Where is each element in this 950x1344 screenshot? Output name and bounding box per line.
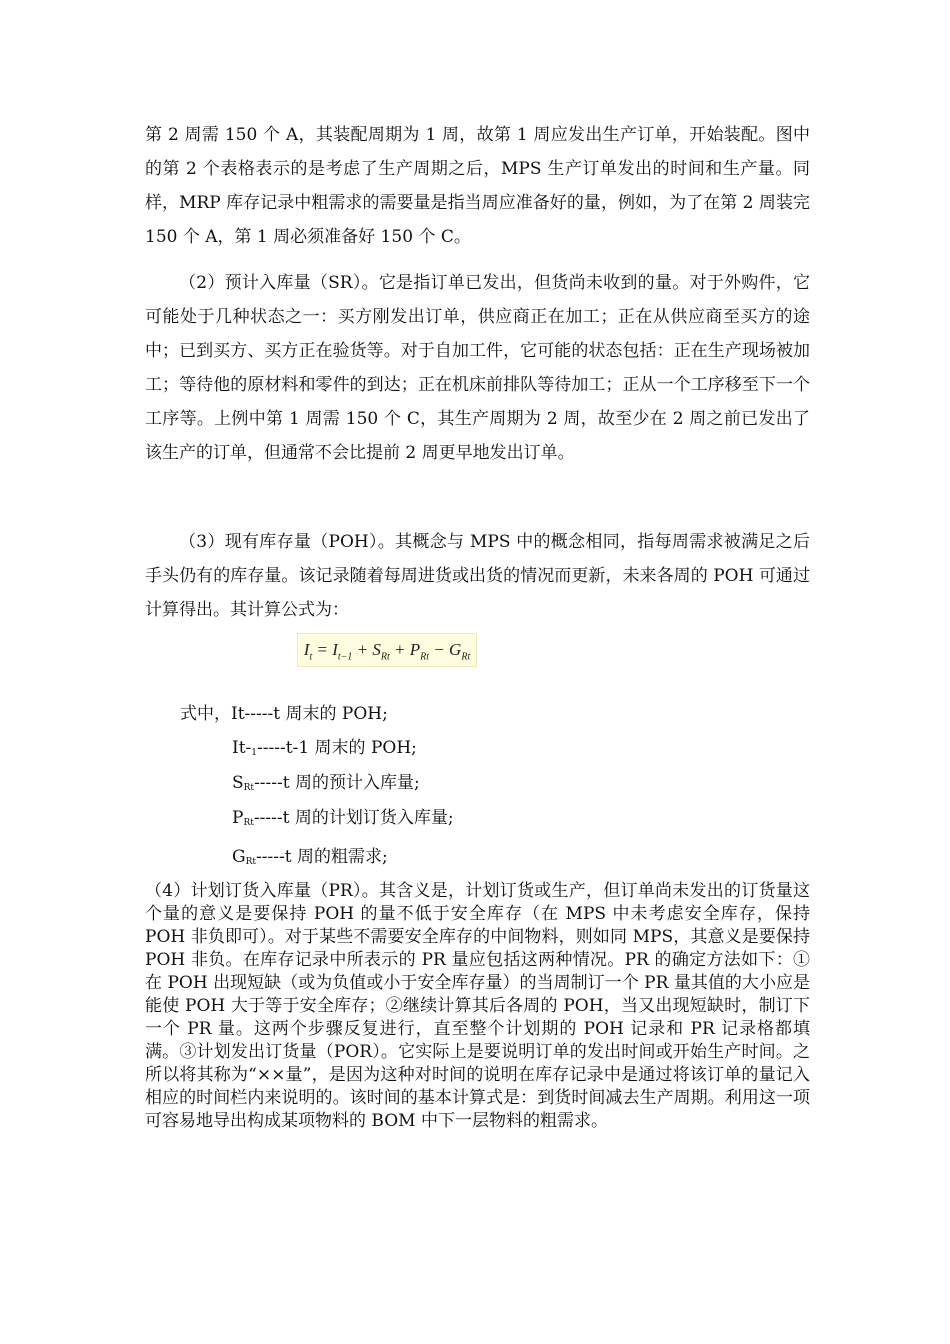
formula-term-prev: $I_{t-1}$ (332, 640, 353, 663)
poh-formula (297, 633, 477, 667)
formula-term-pr: $P_{Rt}$ (409, 640, 430, 663)
formula-term-gr: $G_{Rt}$ (449, 640, 471, 663)
definition-srt: $S_{Rt}-----t$ 周的预计入库量; (232, 773, 420, 793)
formula-lhs: $I_t$ (303, 640, 313, 663)
definition-it: 式中，It-----t 周末的 POH; (180, 704, 388, 724)
formula-term-sr: $S_{Rt}$ (372, 640, 390, 663)
formula-minus: − (429, 640, 450, 659)
paragraph-mps-production-order: 第 2 周需 150 个 A，其装配周期为 1 周，故第 1 周应发出生产订单，开始装配。图中的第 2 个表格表示的是考虑了生产周期之后，MPS 生产订单发出的时间和生产量。同样，MRP 库存记录中粗需求的需要量是指当周应准备好的量，例如，为了在第 2 周装完 150 个 A，第 1 周必须准备好 150 个 C。 (145, 125, 810, 247)
formula-plus: + (389, 640, 410, 659)
formula-plus: + (352, 640, 373, 659)
definition-it-minus-1: $It-_1-----t-1$ 周末的 POH; (232, 738, 417, 758)
definition-prt: $P_{Rt}-----t$ 周的计划订货入库量; (232, 808, 454, 828)
formula-equals: = (312, 640, 333, 659)
definition-grt: $G_{Rt}-----t$ 周的粗需求; (232, 847, 388, 867)
paragraph-scheduled-receipts: （2）预计入库量（SR）。它是指订单已发出，但货尚未收到的量。对于外购件，它可能处于几种状态之一：买方刚发出订单，供应商正在加工；正在从供应商至买方的途中；已到买方、买方正在验货等。对于自加工件，它可能的状态包括：正在生产现场被加工；等待他的原材料和零件的到达；正在机床前排队等待加工；正从一个工序移至下一个工序等。上例中第 1 周需 150 个 C，其生产周期为 2 周，故至少在 2 周之前已发出了该生产的订单，但通常不会比提前 2 周更早地发出订单。 (145, 273, 810, 463)
paragraph-projected-on-hand: （3）现有库存量（POH）。其概念与 MPS 中的概念相同，指每周需求被满足之后手头仍有的库存量。该记录随着每周进货或出货的情况而更新，未来各周的 POH 可通过计算得出。其计算公式为： (145, 532, 810, 620)
paragraph-planned-receipts: （4）计划订货入库量（PR）。其含义是，计划订货或生产，但订单尚未发出的订货量这个量的意义是要保持 POH 的量不低于安全库存（在 MPS 中未考虑安全库存，保持 POH 非负即可）。对于某些不需要安全库存的中间物料，则如同 MPS，其意义是要保持 POH 非负。在库存记录中所表示的 PR 量应包括这两种情况。PR 的确定方法如下：①在 POH 出现短缺（或为负值或小于安全库存量）的当周制订一个 PR 量其值的大小应是能使 POH 大于等于安全库存；②继续计算其后各周的 POH，当又出现短缺时，制订下一个 PR 量。这两个步骤反复进行，直至整个计划期的 POH 记录和 PR 记录格都填满。③计划发出订货量（POR）。它实际上是要说明订单的发出时间或开始生产时间。之所以将其称为“××量”，是因为这种对时间的说明在库存记录中是通过将该订单的量记入相应的时间栏内来说明的。该时间的基本计算式是：到货时间减去生产周期。利用这一项可容易地导出构成某项物料的 BOM 中下一层物料的粗需求。 (145, 881, 810, 1131)
